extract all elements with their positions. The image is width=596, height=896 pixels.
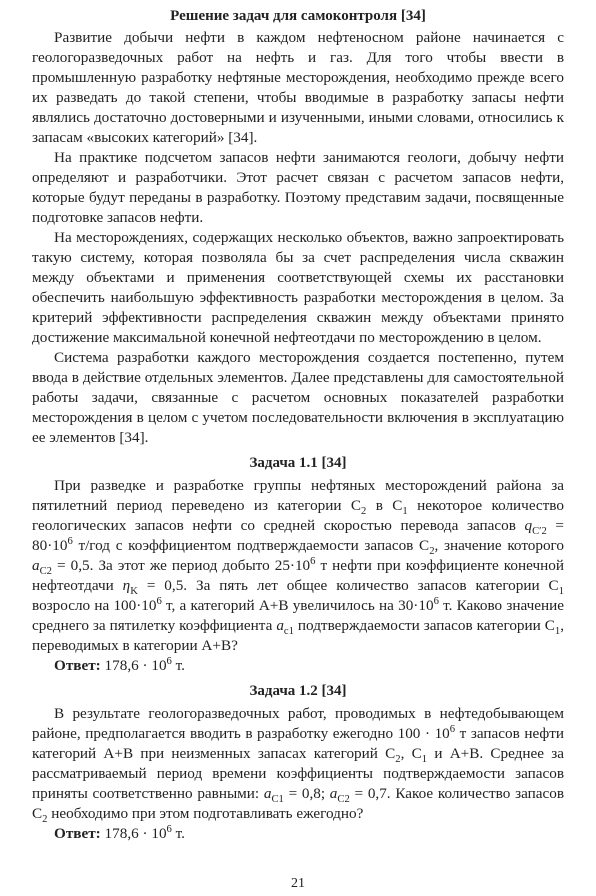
math-symbol: a — [276, 617, 284, 634]
superscript: 6 — [156, 595, 162, 607]
page-number: 21 — [291, 876, 305, 891]
task-2-answer — [32, 824, 564, 844]
text-run: , переводимых в категории А+В? — [32, 617, 564, 654]
answer-label: Ответ: — [54, 657, 101, 674]
task-1-text — [32, 476, 564, 656]
section-heading: Решение задач для самоконтроля [34] — [170, 8, 426, 24]
superscript: 6 — [310, 555, 316, 567]
text-run: При разведке и разработке группы нефтяных месторождений района за пятилетний период переведено из категории С — [32, 477, 564, 514]
subscript: 1 — [402, 506, 408, 518]
subscript: c1 — [283, 626, 294, 638]
math-symbol: η — [122, 577, 131, 594]
text-run: , С — [400, 745, 422, 762]
intro-paragraph-1: Развитие добычи нефти в каждом нефтеносном районе начинается с геологоразведочных работ на нефть и газ. Для того чтобы ввести в промышленную разработку нефтяные месторождения, необходимо прежде всего их разведать до такой степени, чтобы вводимые в разработку запасы нефти являлись достаточно достоверными и изученными, иными словами, относились к запасам «высоких категорий» [34]. — [32, 29, 564, 146]
intro-paragraph-3: На месторождениях, содержащих несколько объектов, важно запроектировать такую систему, которая позволяла бы за счет распределения числа скважин между объектами и применения соответствующей схемы их расстановки обеспечить наибольшую эффективность разработки месторождения в целом. За критерий эффективности распределения скважин между объектами принято достижение максимальной конечной нефтеотдачи по месторождению в целом. — [32, 229, 564, 346]
text-run: = 80·10 — [32, 517, 564, 554]
subscript: K — [130, 586, 138, 598]
task-1-title: Задача 1.1 [34] — [249, 455, 347, 471]
math-symbol: a — [329, 785, 338, 802]
superscript: 6 — [166, 655, 172, 667]
subscript: 2 — [361, 506, 367, 518]
answer-unit: т. — [171, 825, 185, 842]
text-run: некоторое количество геологических запасов нефти со средней скоростью перевода запасов — [32, 497, 564, 534]
subscript: 1 — [554, 626, 561, 638]
text-run: т нефти при коэффициенте конечной нефтеотдачи — [32, 557, 564, 594]
text-run: в С — [366, 497, 403, 514]
text-run: = 0,8; — [283, 785, 330, 802]
text-run: В результате геологоразведочных работ, проводимых в нефтедобывающем районе, предполагается вводить в разработку ежегодно 100 · 10 — [32, 705, 564, 742]
text-run: необходимо при этом подготавливать ежегодно? — [47, 805, 364, 822]
text-run: т. Каково значение среднего за пятилетку коэффициента — [32, 597, 564, 634]
intro-paragraph-2: На практике подсчетом запасов нефти занимаются геологи, добычу нефти определяют и разработчики. Этот расчет связан с расчетом запасов нефти, которые будут переданы в разработку. Поэтому представим задачи, посвященные подготовке запасов нефти. — [32, 149, 564, 226]
text-run: = 0,5. За этот же период добыто 25·10 — [52, 557, 311, 574]
subscript: 2 — [429, 546, 435, 558]
answer-value: 178,6 · 10 — [100, 825, 167, 842]
task-1-answer — [32, 656, 564, 676]
subscript: C2 — [39, 566, 52, 578]
subscript: C′2 — [532, 526, 547, 538]
math-symbol: a — [32, 557, 40, 574]
subscript: 1 — [558, 586, 564, 598]
text-run: = 0,5. За пять лет общее количество запасов категории С — [137, 577, 559, 594]
superscript: 6 — [67, 535, 73, 547]
answer-value: 178,6 · 10 — [100, 657, 167, 674]
subscript: 1 — [421, 754, 428, 766]
text-run: , значение которого — [434, 537, 564, 554]
text-run: возросло на 100·10 — [32, 597, 157, 614]
text-run: и А+В. Среднее за рассматриваемый период времени коэффициенты подтверждаемости запасов приняты соответственно равными: — [32, 745, 564, 802]
superscript: 6 — [449, 723, 456, 735]
math-symbol: q — [524, 517, 533, 534]
subscript: C1 — [271, 794, 284, 806]
superscript: 6 — [166, 823, 172, 835]
subscript: 2 — [395, 754, 401, 766]
intro-paragraph-4: Система разработки каждого месторождения создается постепенно, путем ввода в действие отдельных элементов. Далее представлены для самостоятельной работы задачи, связанные с расчетом основных показателей разработки месторождения в целом с учетом последовательности включения в эксплуатацию ее элементов [34]. — [32, 349, 564, 446]
superscript: 6 — [433, 595, 439, 607]
subscript: C2 — [337, 794, 350, 806]
math-symbol: a — [263, 785, 272, 802]
text-run: = 0,7. Какое количество запасов С — [32, 785, 564, 822]
text-run: подтверждаемости запасов категории С — [293, 617, 555, 634]
task-2-title: Задача 1.2 [34] — [249, 683, 347, 699]
task-2-text — [32, 704, 564, 824]
answer-unit: т. — [171, 657, 185, 674]
answer-label: Ответ: — [54, 825, 101, 842]
subscript: 2 — [42, 814, 48, 826]
text-run: т, а категорий А+В увеличилось на 30·10 — [161, 597, 434, 614]
text-run: т/год с коэффициентом подтверждаемости запасов С — [72, 537, 430, 554]
text-run: т запасов нефти категорий А+В при неизменных запасах категорий С — [32, 725, 564, 762]
